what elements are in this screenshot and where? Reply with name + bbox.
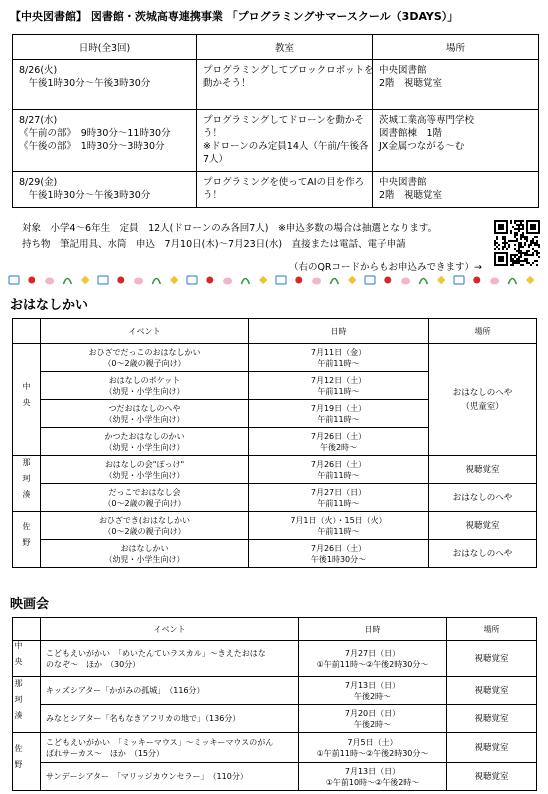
leaf-icon: [508, 279, 516, 285]
star-icon: [348, 276, 356, 284]
leaf-icon: [63, 279, 71, 285]
bunny-icon: [401, 278, 410, 285]
table-row: [13, 456, 537, 484]
movie-table: [12, 617, 537, 791]
star-icon: [526, 276, 534, 284]
event-date: 7月26日（土） 午後1時30分～: [249, 540, 429, 568]
movie-date: 7月13日（日） 午後2時～: [299, 677, 447, 705]
col-header-date: 日時: [299, 618, 447, 641]
movie-place: 視聴覚室: [447, 763, 537, 791]
eligibility-text: 対象 小学4～6年生 定員 12人(ドローンのみ各回7人) ※申込多数の場合は抽選となります。: [22, 223, 438, 234]
col-header-place: 場所: [373, 35, 539, 60]
table-row: [13, 641, 537, 677]
star-icon: [437, 276, 445, 284]
col-header-blank: [13, 319, 41, 344]
col-header-place: 場所: [447, 618, 537, 641]
leaf-icon: [152, 279, 160, 285]
bunny-icon: [312, 278, 321, 285]
event-date: 7月27日（日） 午前11時～: [249, 484, 429, 512]
event-date: 7月1日（火）・15日（火） 午前11時～: [249, 512, 429, 540]
col-header-class: 教室: [197, 35, 373, 60]
summer-place: 中央図書館 2階 視聴覚室: [373, 172, 539, 208]
event-name: おはなしかい （幼児・小学生向け）: [41, 540, 249, 568]
event-place: おはなしのへや （児童室）: [429, 344, 537, 456]
flower-icon: [384, 277, 391, 284]
event-name: かつたおはなしのかい （幼児・小学生向け）: [41, 428, 249, 456]
book-icon: [276, 276, 286, 284]
col-header-event: イベント: [41, 618, 299, 641]
flower-icon: [206, 277, 213, 284]
table-row: [13, 705, 537, 733]
movie-date: 7月5日（土） ①午前11時～②午後2時30分～: [299, 733, 447, 763]
star-icon: [81, 276, 89, 284]
branch-label: 那珂湊: [13, 456, 41, 512]
qr-note: （右のQRコードからもお申込みできます）→: [288, 262, 482, 273]
movie-place: 視聴覚室: [447, 733, 537, 763]
table-row: [13, 512, 537, 540]
movie-name: こどもえいがかい 「めいたんていラスカル」～きえたおはな のなぞ～ ほか （30分）: [41, 641, 299, 677]
bunny-icon: [45, 278, 54, 285]
event-name: つだおはなしのへや （幼児・小学生向け）: [41, 400, 249, 428]
movie-date: 7月20日（日） 午後2時～: [299, 705, 447, 733]
page-header: 【中央図書館】 図書館・茨城高専連携事業 「プログラミングサマースクール（3DAYS）」: [10, 10, 459, 23]
branch-label: 中央: [13, 344, 41, 456]
movie-name: キッズシアター「かがみの孤城」 （116分）: [41, 677, 299, 705]
qr-code[interactable]: [494, 220, 540, 266]
summer-date: 8/26(火) 午後1時30分～午後3時30分: [13, 60, 197, 110]
movie-place: 視聴覚室: [447, 677, 537, 705]
event-date: 7月12日（土） 午前11時～: [249, 372, 429, 400]
movie-date: 7月27日（日） ①午前11時～②午後2時30分～: [299, 641, 447, 677]
movie-place: 視聴覚室: [447, 641, 537, 677]
summer-place: 中央図書館 2階 視聴覚室: [373, 60, 539, 110]
storytime-table: [12, 318, 537, 568]
table-row: [13, 484, 537, 512]
movie-name: みなとシアター「名もなきアフリカの地で」（136分）: [41, 705, 299, 733]
summer-class: プログラミングを使ってAIの目を作ろう！: [197, 172, 373, 208]
branch-label: 佐野: [13, 512, 41, 568]
event-name: だっこでおはなし会 （0～2歳の親子向け）: [41, 484, 249, 512]
summer-class: プログラミングしてブロックロボットを 動かそう！: [197, 60, 373, 110]
star-icon: [170, 276, 178, 284]
col-header-place: 場所: [429, 319, 537, 344]
event-name: おはなしの会"ぽっけ" （幼児・小学生向け）: [41, 456, 249, 484]
event-date: 7月26日（土） 午後2時～: [249, 428, 429, 456]
movie-place: 視聴覚室: [447, 705, 537, 733]
star-icon: [259, 276, 267, 284]
table-row: [13, 110, 539, 172]
event-date: 7月26日（土） 午前11時～: [249, 456, 429, 484]
branch-label: 那珂湊: [13, 677, 41, 733]
table-row: [13, 763, 537, 791]
movie-title: 映画会: [10, 597, 50, 612]
leaf-icon: [419, 279, 427, 285]
event-place: おはなしのへや: [429, 484, 537, 512]
summer-class: プログラミングしてドローンを動かそう！ ※ドローンのみ定員14人（午前/午後各7人）: [197, 110, 373, 172]
branch-label: 佐野: [13, 733, 41, 791]
event-name: おひざでだっこのおはなしかい （0～2歳の親子向け）: [41, 344, 249, 372]
summer-school-table: [12, 34, 539, 208]
bunny-icon: [134, 278, 143, 285]
table-row: [13, 540, 537, 568]
table-row: [13, 677, 537, 705]
application-text: 持ち物 筆記用具、水筒 申込 7月10日(木)～7月23日(水) 直接または電話、電子申請: [22, 239, 406, 250]
table-row: [13, 344, 537, 372]
event-date: 7月19日（土） 午前11時～: [249, 400, 429, 428]
event-place: 視聴覚室: [429, 456, 537, 484]
col-header-event: イベント: [41, 319, 249, 344]
event-date: 7月11日（金） 午前11時～: [249, 344, 429, 372]
event-name: おひざでき(おはなしかい （0～2歳の親子向け）: [41, 512, 249, 540]
leaf-icon: [241, 279, 249, 285]
book-icon: [9, 276, 19, 284]
book-icon: [365, 276, 375, 284]
flower-icon: [295, 277, 302, 284]
table-row: [13, 172, 539, 208]
table-row: [13, 733, 537, 763]
col-header-blank: [13, 618, 41, 641]
col-header-date: 日時(全3回): [13, 35, 197, 60]
summer-date: 8/29(金) 午後1時30分～午後3時30分: [13, 172, 197, 208]
event-name: おはなしのポケット （幼児・小学生向け）: [41, 372, 249, 400]
storytime-title: おはなしかい: [10, 298, 89, 313]
table-row: [13, 60, 539, 110]
col-header-date: 日時: [249, 319, 429, 344]
bunny-icon: [490, 278, 499, 285]
bunny-icon: [223, 278, 232, 285]
flower-icon: [117, 277, 124, 284]
event-place: 視聴覚室: [429, 512, 537, 540]
book-icon: [454, 276, 464, 284]
decorative-border: [6, 272, 542, 288]
event-place: おはなしのへや: [429, 540, 537, 568]
movie-name: こどもえいがかい 「ミッキーマウス」～ミッキーマウスのがん ばれサーカス～ ほか （15分）: [41, 733, 299, 763]
branch-label: 中央: [13, 641, 41, 677]
book-icon: [187, 276, 197, 284]
movie-name: サンデーシアター 「マリッジカウンセラー」 （110分）: [41, 763, 299, 791]
movie-date: 7月13日（日） ①午前10時～②午後2時～: [299, 763, 447, 791]
leaf-icon: [330, 279, 338, 285]
summer-place: 茨城工業高等専門学校 図書館棟 1階 JX金属つながる～む: [373, 110, 539, 172]
flower-icon: [473, 277, 480, 284]
summer-date: 8/27(水) 《午前の部》 9時30分～11時30分 《午後の部》 1時30分～3時30分: [13, 110, 197, 172]
book-icon: [98, 276, 108, 284]
flower-icon: [28, 277, 35, 284]
